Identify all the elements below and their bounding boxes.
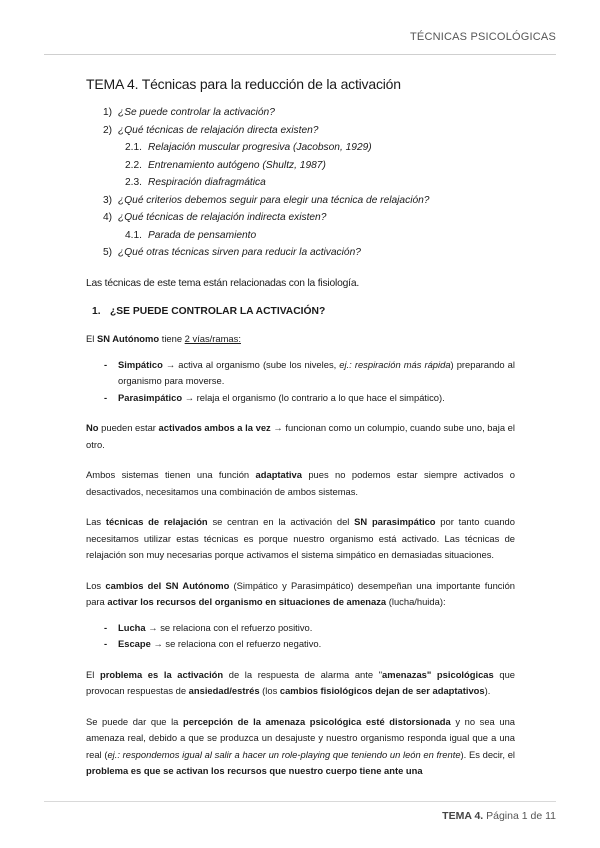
- paragraph: Los cambios del SN Autónomo (Simpático y Parasimpático) desempeñan una importante función para activar los recursos del organismo en situaciones de amenaza (lucha/huida):: [86, 579, 515, 607]
- page-content: [86, 76, 515, 780]
- page-footer: TEMA 4. Página 1 de 11: [442, 810, 556, 822]
- list-item: - Escape → se relaciona con el refuerzo negativo.: [104, 638, 322, 649]
- toc-subitem: 2.2. Entrenamiento autógeno (Shultz, 1987): [125, 159, 326, 171]
- page-number: Página 1 de 11: [486, 810, 556, 822]
- table-of-contents: [86, 104, 515, 262]
- paragraph: El problema es la activación de la respuesta de alarma ante "amenazas" psicológicas que provocan respuestas de ansiedad/estrés (los cambios fisiológicos dejan de ser adaptativos).: [86, 668, 515, 696]
- paragraph: Las técnicas de relajación se centran en la activación del SN parasimpático por tanto cuando necesitamos utilizar estas técnicas es porque nuestro organismo está activado. Las técnicas de relajación son muy necesarias porque activamos el sistema simpático en demasiadas situaciones.: [86, 516, 515, 560]
- list-item: - Lucha → se relaciona con el refuerzo positivo.: [104, 621, 313, 633]
- running-header: TÉCNICAS PSICOLÓGICAS: [409, 31, 556, 43]
- bullet-list: [86, 620, 515, 653]
- list-item: - Simpático → activa al organismo (sube los niveles, ej.: respiración más rápida) preparando al organismo para moverse.: [104, 358, 515, 386]
- toc-subitem: 2.1. Relajación muscular progresiva (Jacobson, 1929): [125, 142, 372, 153]
- list-item: - Parasimpático → relaja el organismo (lo contrario a lo que hace el simpático).: [104, 391, 445, 403]
- document-title: TEMA 4. Técnicas para la reducción de la activación: [86, 76, 401, 92]
- paragraph: Ambos sistemas tienen una función adaptativa pues no podemos estar siempre activados o desactivados, necesitamos una combinación de ambos sistemas.: [86, 469, 515, 497]
- paragraph: El SN Autónomo tiene 2 vías/ramas:: [86, 333, 241, 344]
- footer-divider: [44, 801, 556, 802]
- toc-subitem: 4.1. Parada de pensamiento: [125, 229, 257, 241]
- bullet-list: [86, 357, 515, 407]
- header-divider: [44, 54, 556, 55]
- toc-item: 2) ¿Qué técnicas de relajación directa existen?: [102, 124, 319, 136]
- toc-item: 4) ¿Qué técnicas de relajación indirecta existen?: [102, 212, 327, 223]
- intro-paragraph: Las técnicas de este tema están relacionadas con la fisiología.: [86, 277, 360, 289]
- paragraph: Se puede dar que la percepción de la amenaza psicológica esté distorsionada y no sea una amenaza real, debido a que se produzca un desajuste y nuestro organismo responda igual que a una real (ej.: respondemos igual al salir a hacer un role-playing que teniendo un león en frente). Es decir, el problema es que se activan los recursos que nuestro cuerpo tiene ante una: [86, 715, 516, 776]
- toc-subitem: 2.3. Respiración diafragmática: [125, 177, 266, 188]
- toc-item: 1) ¿Se puede controlar la activación?: [102, 107, 275, 118]
- paragraph: No pueden estar activados ambos a la vez → funcionan como un columpio, cuando sube uno, baja el otro.: [86, 422, 515, 450]
- toc-item: 5) ¿Qué otras técnicas sirven para reducir la activación?: [102, 247, 361, 258]
- toc-item: 3) ¿Qué criterios debemos seguir para elegir una técnica de relajación?: [102, 194, 430, 206]
- section-heading: 1. ¿SE PUEDE CONTROLAR LA ACTIVACIÓN?: [92, 306, 326, 317]
